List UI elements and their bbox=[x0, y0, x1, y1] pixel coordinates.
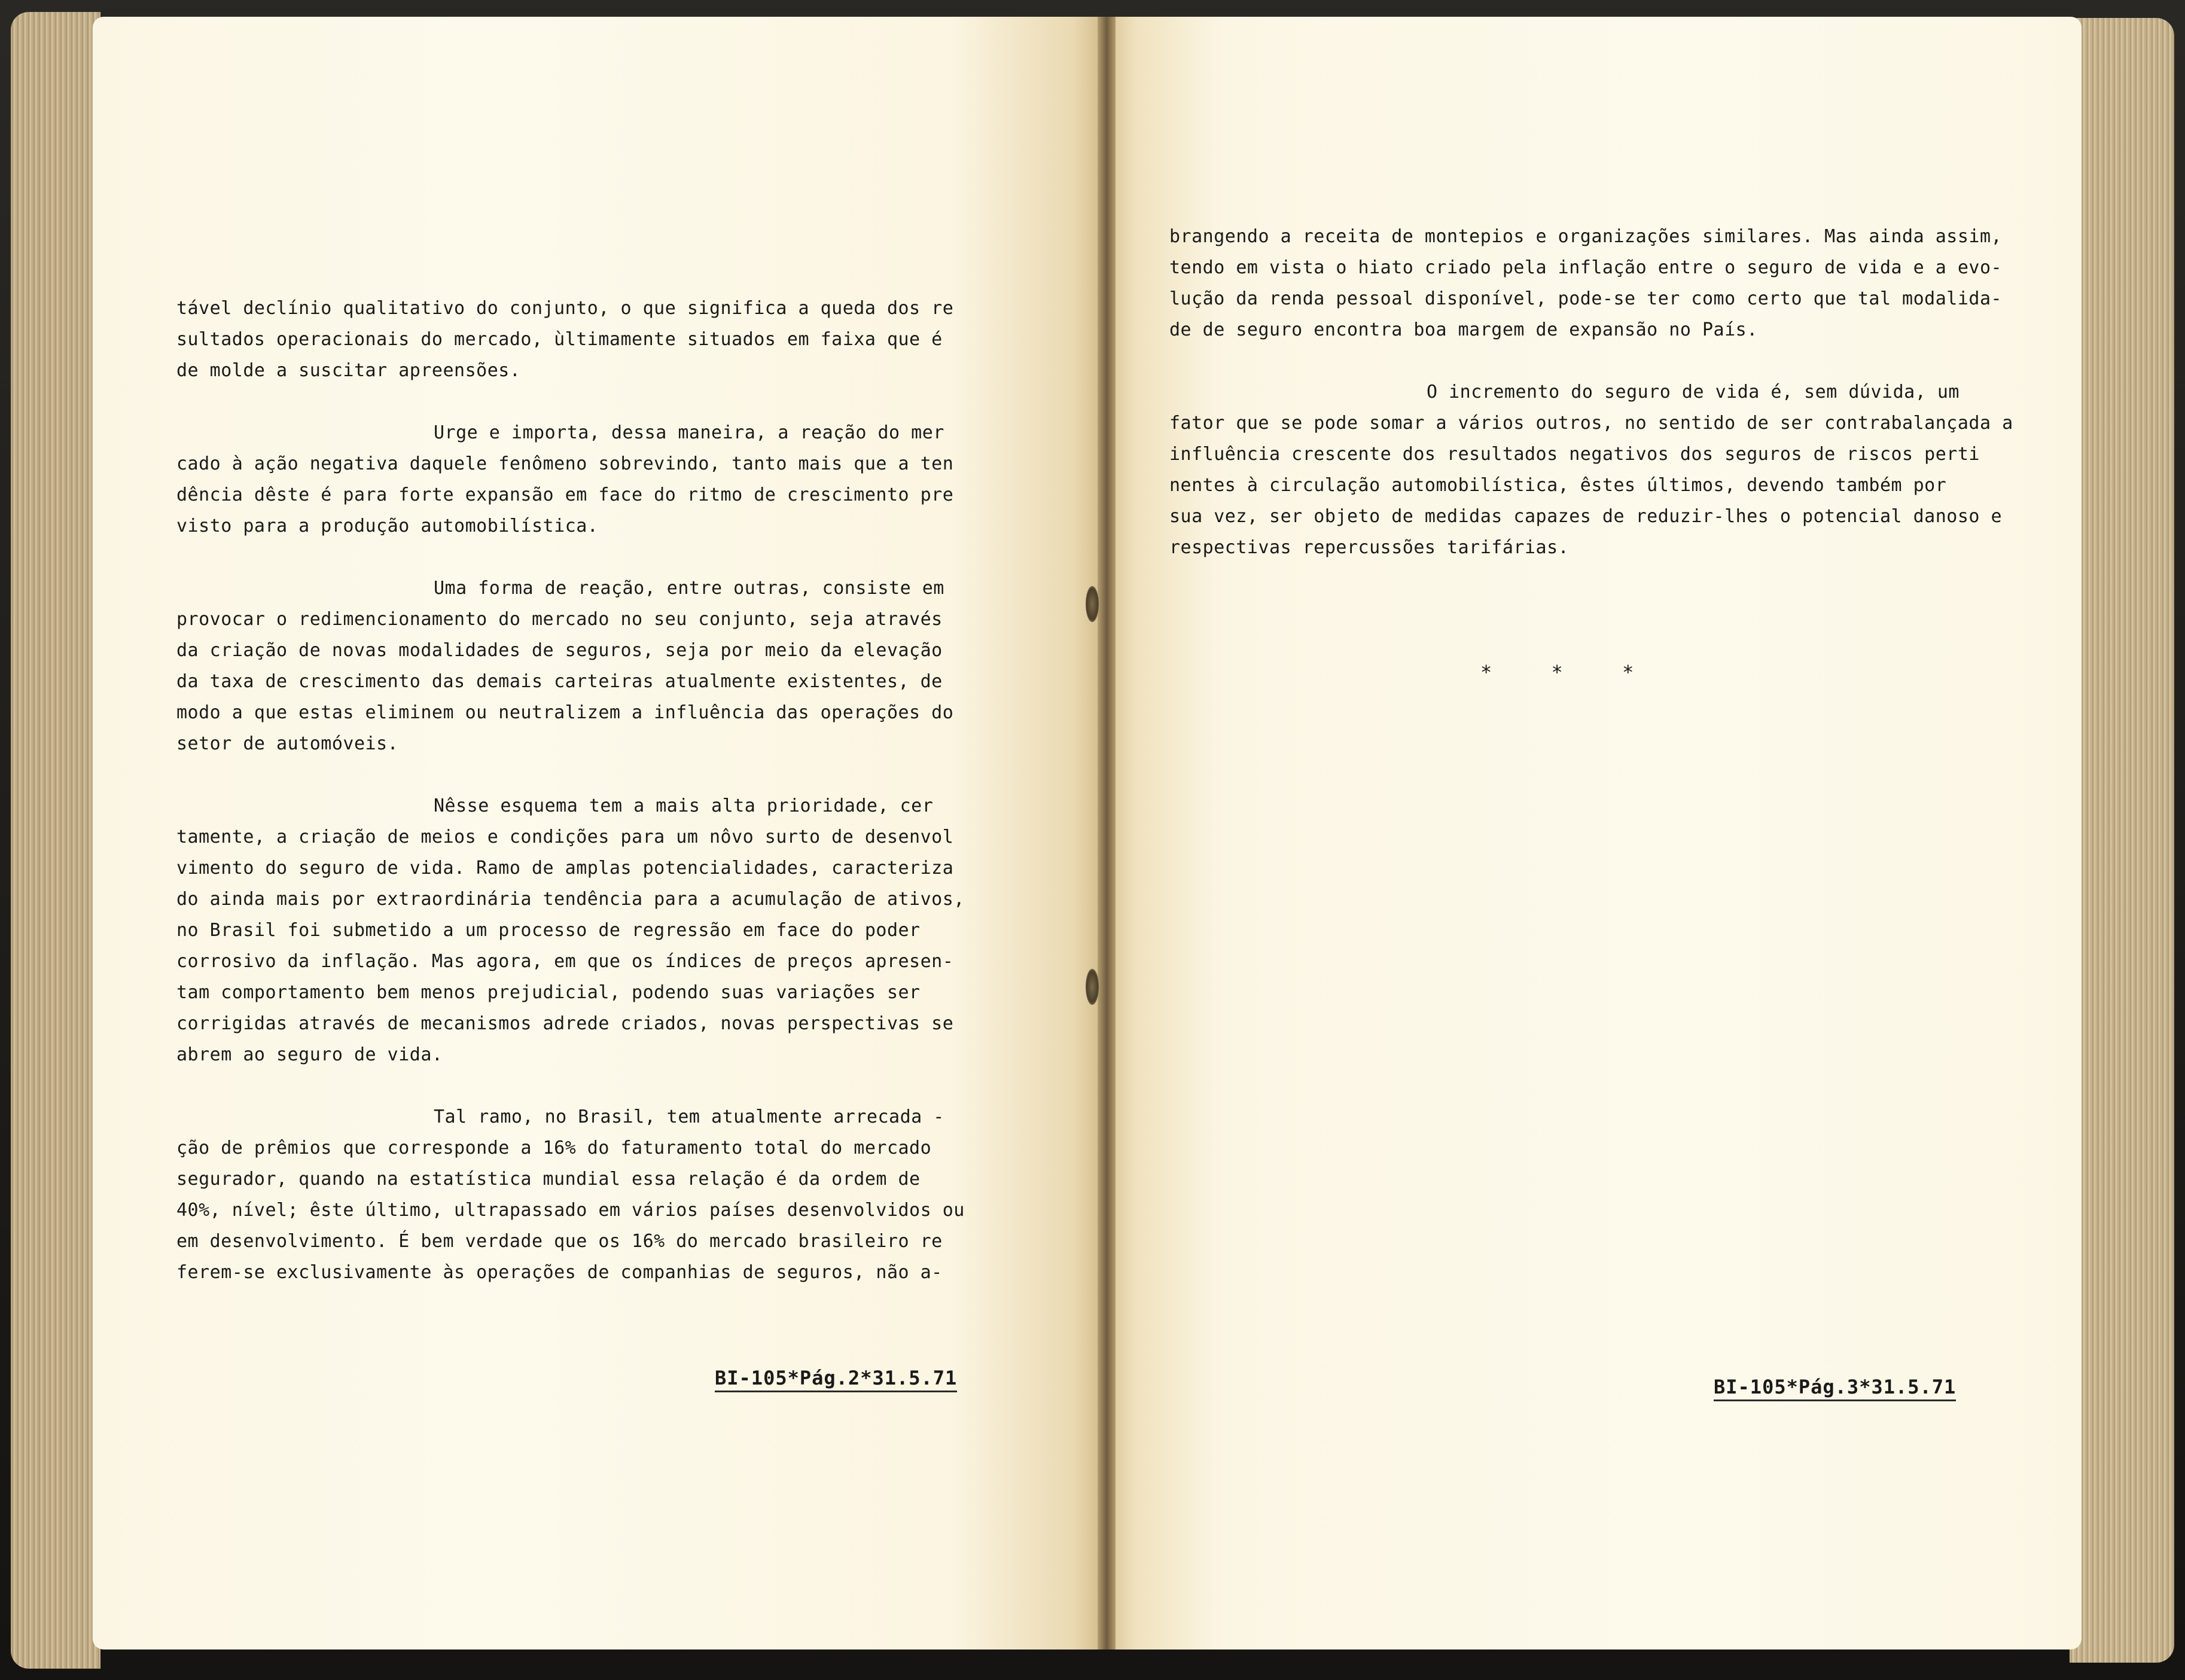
text-line: cado à ação negativa daquele fenômeno sobrevindo, tanto mais que a ten bbox=[176, 453, 954, 474]
text-line: no Brasil foi submetido a um processo de regressão em face do poder bbox=[176, 920, 921, 941]
text-line: corrigidas através de mecanismos adrede criados, novas perspectivas se bbox=[176, 1013, 954, 1034]
text-line: setor de automóveis. bbox=[176, 733, 399, 754]
text-line: 40%, nível; êste último, ultrapassado em vários países desenvolvidos ou bbox=[176, 1200, 965, 1221]
text-line: corrosivo da inflação. Mas agora, em que os índices de preços apresen- bbox=[176, 951, 954, 972]
text-line: nentes à circulação automobilística, êstes últimos, devendo também por bbox=[1169, 475, 1947, 496]
book-page-edges-right bbox=[2070, 18, 2174, 1663]
paragraph bbox=[176, 417, 954, 542]
page-footer-left: BI-105*Pág.2*31.5.71 bbox=[715, 1367, 957, 1392]
paragraph bbox=[1169, 377, 2013, 563]
text-line: de molde a suscitar apreensões. bbox=[176, 360, 521, 381]
text-line: respectivas repercussões tarifárias. bbox=[1169, 537, 1570, 558]
paragraph bbox=[176, 791, 965, 1071]
text-line: sultados operacionais do mercado, ùltimamente situados em faixa que é bbox=[176, 329, 943, 350]
binding-ring bbox=[1086, 969, 1099, 1005]
text-line: ção de prêmios que corresponde a 16% do faturamento total do mercado bbox=[176, 1138, 932, 1158]
text-line: Urge e importa, dessa maneira, a reação do mer bbox=[434, 422, 944, 443]
paragraph bbox=[176, 293, 954, 386]
text-line: da taxa de crescimento das demais carteiras atualmente existentes, de bbox=[176, 671, 943, 692]
text-line: segurador, quando na estatística mundial essa relação é da ordem de bbox=[176, 1169, 921, 1190]
text-line: influência crescente dos resultados negativos dos seguros de riscos perti bbox=[1169, 444, 1980, 465]
text-line: tamente, a criação de meios e condições para um nôvo surto de desenvol bbox=[176, 827, 954, 847]
text-line: abrem ao seguro de vida. bbox=[176, 1044, 443, 1065]
text-line: tam comportamento bem menos prejudicial, podendo suas variações ser bbox=[176, 982, 921, 1003]
text-line: de de seguro encontra boa margem de expansão no País. bbox=[1169, 319, 1758, 340]
binding-ring bbox=[1086, 586, 1099, 622]
text-line: O incremento do seguro de vida é, sem dúvida, um bbox=[1427, 382, 1960, 403]
text-line: modo a que estas eliminem ou neutralizem a influência das operações do bbox=[176, 702, 954, 723]
text-line: da criação de novas modalidades de seguros, seja por meio da elevação bbox=[176, 640, 943, 661]
text-line: tendo em vista o hiato criado pela inflação entre o seguro de vida e a evo- bbox=[1169, 257, 2003, 278]
text-line: tável declínio qualitativo do conjunto, o que significa a queda dos re bbox=[176, 298, 954, 319]
text-line: Nêsse esquema tem a mais alta prioridade, cer bbox=[434, 795, 934, 816]
text-line: Uma forma de reação, entre outras, consiste em bbox=[434, 578, 944, 599]
text-line: provocar o redimencionamento do mercado no seu conjunto, seja através bbox=[176, 609, 943, 630]
paragraph bbox=[1169, 221, 2003, 346]
text-line: ferem-se exclusivamente às operações de companhias de seguros, não a- bbox=[176, 1262, 943, 1283]
paragraph bbox=[176, 1102, 965, 1288]
text-line: em desenvolvimento. É bem verdade que os 16% do mercado brasileiro re bbox=[176, 1231, 943, 1252]
text-line: sua vez, ser objeto de medidas capazes de reduzir-lhes o potencial danoso e bbox=[1169, 506, 2003, 527]
text-line: visto para a produção automobilística. bbox=[176, 516, 599, 536]
text-line: do ainda mais por extraordinária tendência para a acumulação de ativos, bbox=[176, 889, 965, 910]
text-line: vimento do seguro de vida. Ramo de amplas potencialidades, caracteriza bbox=[176, 858, 954, 879]
text-line: lução da renda pessoal disponível, pode-se ter como certo que tal modalida- bbox=[1169, 288, 2003, 309]
section-separator: * * * bbox=[1480, 661, 1658, 684]
right-page-body bbox=[1169, 221, 2013, 594]
left-page-body bbox=[176, 293, 965, 1319]
book-page-edges-left bbox=[11, 12, 100, 1669]
text-line: dência dêste é para forte expansão em face do ritmo de crescimento pre bbox=[176, 484, 954, 505]
text-line: Tal ramo, no Brasil, tem atualmente arrecada - bbox=[434, 1106, 944, 1127]
page-footer-right: BI-105*Pág.3*31.5.71 bbox=[1714, 1376, 1956, 1401]
text-line: fator que se pode somar a vários outros, no sentido de ser contrabalançada a bbox=[1169, 413, 2013, 434]
paragraph bbox=[176, 573, 954, 760]
book-gutter bbox=[1098, 17, 1116, 1649]
text-line: brangendo a receita de montepios e organizações similares. Mas ainda assim, bbox=[1169, 226, 2003, 247]
